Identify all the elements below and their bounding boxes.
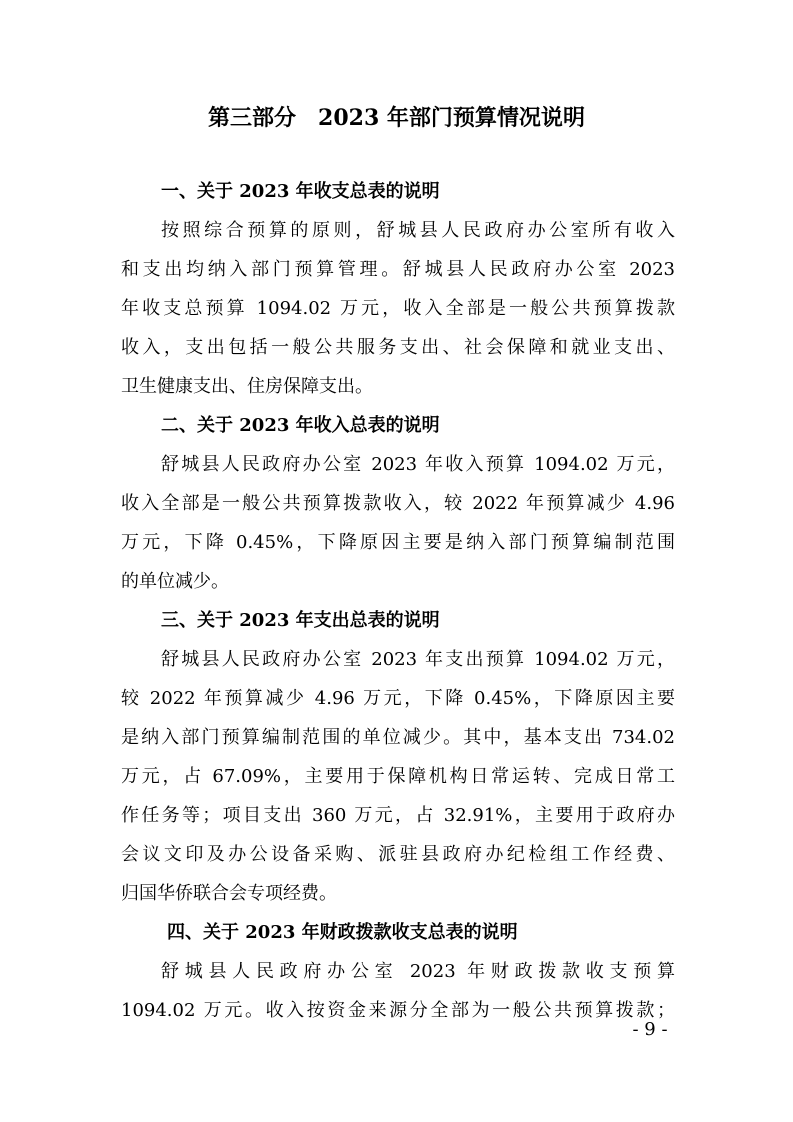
paragraph-line: 会议文印及办公设备采购、派驻县政府办纪检组工作经费、: [121, 844, 675, 865]
paragraph-line: 1094.02 万元。收入按资金来源分全部为一般公共预算拨款；: [121, 1000, 675, 1021]
section-heading-1: 一、关于 2023 年收支总表的说明: [161, 181, 440, 202]
section-heading-2: 二、关于 2023 年收入总表的说明: [161, 415, 440, 436]
paragraph-line: 按照综合预算的原则，舒城县人民政府办公室所有收入: [161, 220, 675, 241]
page-title: 第三部分 2023 年部门预算情况说明: [208, 105, 585, 131]
paragraph-line: 万元，下降 0.45%，下降原因主要是纳入部门预算编制范围: [121, 532, 675, 553]
paragraph-line: 舒城县人民政府办公室 2023 年财政拨款收支预算: [161, 961, 675, 982]
paragraph-line: 万元，占 67.09%，主要用于保障机构日常运转、完成日常工: [121, 766, 675, 787]
paragraph-line: 的单位减少。: [121, 571, 229, 592]
paragraph-line: 年收支总预算 1094.02 万元，收入全部是一般公共预算拨款: [121, 298, 675, 319]
paragraph-line: 收入，支出包括一般公共服务支出、社会保障和就业支出、: [121, 337, 675, 358]
paragraph-line: 作任务等；项目支出 360 万元，占 32.91%，主要用于政府办: [121, 805, 675, 826]
paragraph-line: 是纳入部门预算编制范围的单位减少。其中，基本支出 734.02: [121, 727, 675, 748]
page-number: - 9 -: [632, 1019, 668, 1040]
paragraph-line: 舒城县人民政府办公室 2023 年收入预算 1094.02 万元，: [161, 454, 675, 475]
document-body: [121, 172, 675, 1030]
paragraph-line: 收入全部是一般公共预算拨款收入，较 2022 年预算减少 4.96: [121, 493, 675, 514]
paragraph-line: 和支出均纳入部门预算管理。舒城县人民政府办公室 2023: [121, 259, 675, 280]
paragraph-line: 舒城县人民政府办公室 2023 年支出预算 1094.02 万元，: [161, 649, 675, 670]
paragraph-line: 卫生健康支出、住房保障支出。: [121, 376, 373, 397]
paragraph-line: 较 2022 年预算减少 4.96 万元，下降 0.45%，下降原因主要: [121, 688, 675, 709]
section-heading-4: 四、关于 2023 年财政拨款收支总表的说明: [167, 922, 518, 943]
section-heading-3: 三、关于 2023 年支出总表的说明: [161, 610, 440, 631]
paragraph-line: 归国华侨联合会专项经费。: [121, 883, 337, 904]
